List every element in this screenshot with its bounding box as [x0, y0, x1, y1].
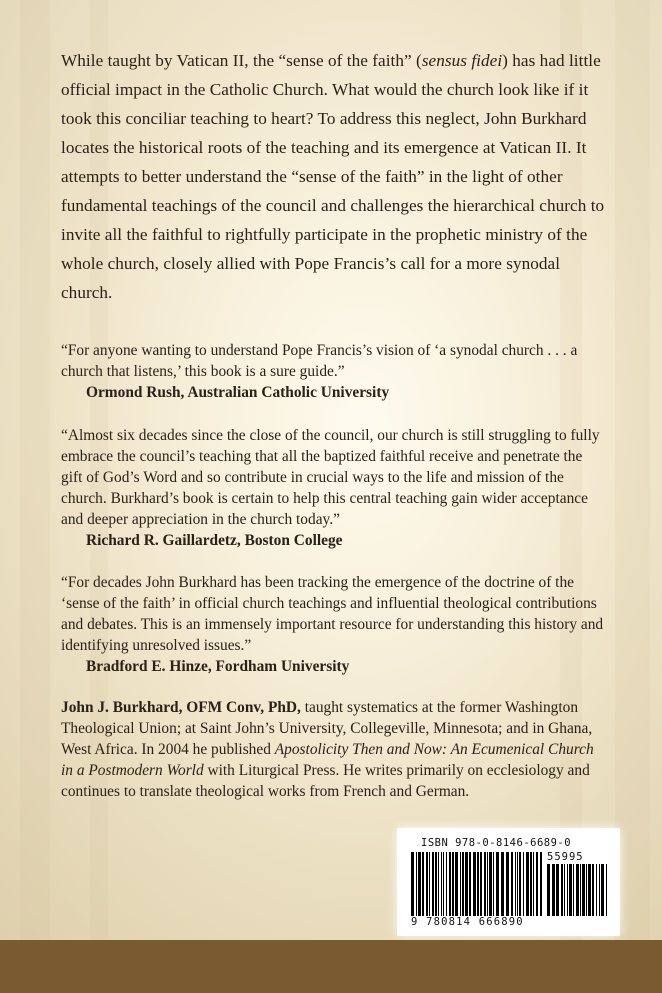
- book-title: Apostolicity Then and Now: An Ecumenical Church in a Postmodern World: [61, 741, 594, 779]
- endorsement-author: Richard R. Gaillardetz, Boston College: [86, 532, 343, 549]
- latin-term: sensus fidei: [421, 51, 503, 70]
- endorsement-quote: “For decades John Burkhard has been tracking the emergence of the doctrine of the ‘sense of the faith’ in official church teachings and influential theological contributions and debates. This is an immensely important resource for understanding this history and identifying unresolved issues.”: [61, 574, 604, 654]
- book-description: While taught by Vatican II, the “sense of the faith” (sensus fidei) has had little official impact in the Catholic Church. What would the church look like if it took this conciliar teaching to heart? To address this neglect, John Burkhard locates the historical roots of the teaching and its emergence at Vatican II. It attempts to better understand the “sense of the faith” in the light of other fundamental teachings of the council and challenges the hierarchical church to invite all the faithful to rightfully participate in the prophetic ministry of the whole church, closely allied with Pope Francis’s call for a more synodal church.: [61, 51, 605, 302]
- endorsement-3: [61, 572, 606, 677]
- author-bio: John J. Burkhard, OFM Conv, PhD, taught systematics at the former Washington Theological Union; at Saint John’s University, Collegeville, Minnesota; and in Ghana, West Africa. In 2004 he published Apostolicity Then and Now: An Ecumenical Church in a Postmodern World with Liturgical Press. He writes primarily on ecclesiology and continues to translate theological works from French and German.: [61, 699, 594, 800]
- endorsement-quote: “For anyone wanting to understand Pope Francis’s vision of ‘a synodal church . . . a church that listens,’ this book is a sure guide.”: [61, 342, 578, 380]
- barcode-bars: [411, 852, 543, 916]
- barcode-digits: 9 780814 666890: [411, 916, 524, 928]
- isbn-barcode: [397, 828, 620, 936]
- isbn-label: ISBN 978-0-8146-6689-0: [421, 837, 572, 849]
- endorsement-author: Bradford E. Hinze, Fordham University: [86, 658, 350, 675]
- bottom-band: [0, 940, 662, 993]
- endorsement-quote: “Almost six decades since the close of the council, our church is still struggling to fully embrace the council’s teaching that all the baptized faithful receive and penetrate the gift of God’s Word and so contribute in crucial ways to the life and mission of the church. Burkhard’s book is certain to help this central teaching gain wider acceptance and deeper appreciation in the church today.”: [61, 427, 600, 528]
- endorsement-2: [61, 425, 606, 551]
- author-name: John J. Burkhard, OFM Conv, PhD,: [61, 699, 301, 716]
- endorsement-1: [61, 340, 606, 403]
- barcode-addon-bars: [547, 864, 609, 916]
- endorsement-author: Ormond Rush, Australian Catholic University: [86, 384, 390, 401]
- price-code: 55995: [547, 851, 584, 863]
